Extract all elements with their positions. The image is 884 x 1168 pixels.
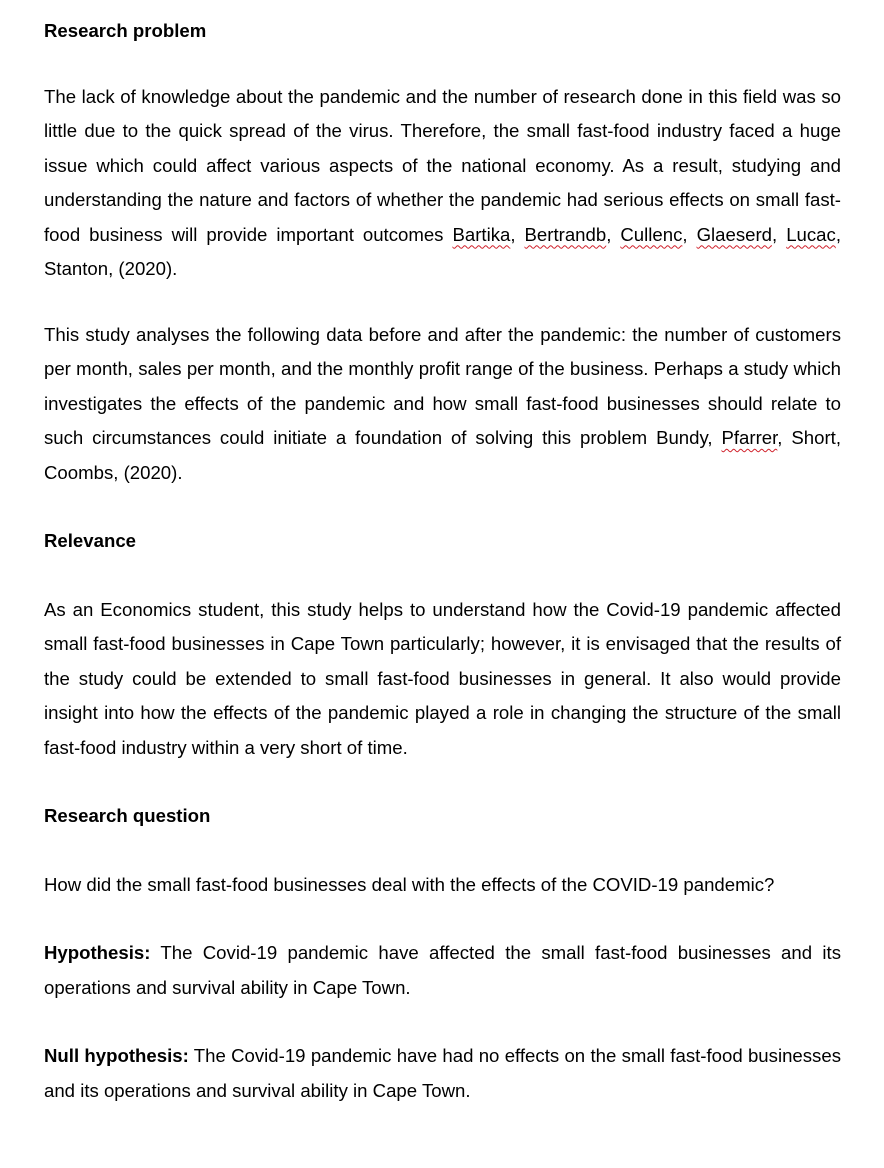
research-problem-paragraph-1 <box>44 80 841 287</box>
null-hypothesis-text: The Covid-19 pandemic have had no effects on the small fast-food businesses and its operations and survival ability in Cape Town. <box>44 1045 841 1101</box>
null-hypothesis-paragraph <box>44 1039 841 1108</box>
citation-author-misspelled[interactable]: Cullenc <box>620 223 683 245</box>
citation-separator: , <box>510 223 525 245</box>
citation-author-misspelled[interactable]: Pfarrer <box>721 427 778 448</box>
research-problem-paragraph-2 <box>44 318 841 491</box>
paragraph-text: This study analyses the following data before and after the pandemic: the number of customers per month, sales per month, and the monthly profit range of the business. Perhaps a study which investigates the effects of the pandemic and how small fast-food businesses should relate to such circumstances could initiate a foundation of solving this problem Bundy, <box>44 323 841 448</box>
null-hypothesis-label: Null hypothesis: <box>44 1045 189 1066</box>
citation-separator: , <box>606 223 621 245</box>
document-page <box>44 14 841 1108</box>
relevance-heading: Relevance <box>44 530 136 551</box>
citation-tail: , Stanton, (2020). <box>44 223 841 279</box>
research-question-text: How did the small fast-food businesses deal with the effects of the COVID-19 pandemic? <box>44 873 775 895</box>
citation-author-misspelled[interactable]: Bertrandb <box>524 223 607 245</box>
citation-author-misspelled[interactable]: Lucac <box>786 223 836 245</box>
citation-author-misspelled[interactable]: Glaeserd <box>696 223 773 245</box>
citation-tail: , Short, Coombs, (2020). <box>44 427 841 483</box>
citation-separator: , <box>772 223 787 245</box>
citation-author-misspelled[interactable]: Bartika <box>452 223 511 245</box>
hypothesis-paragraph <box>44 936 841 1005</box>
research-question-heading: Research question <box>44 805 211 826</box>
hypothesis-text: The Covid-19 pandemic have affected the small fast-food businesses and its operations and survival ability in Cape Town. <box>44 942 841 998</box>
relevance-paragraph: As an Economics student, this study helps to understand how the Covid-19 pandemic affected small fast-food businesses in Cape Town particularly; however, it is envisaged that the results of the study could be extended to small fast-food businesses in general. It also would provide insight into how the effects of the pandemic played a role in changing the structure of the small fast-food industry within a very short of time. <box>44 598 841 758</box>
citation-separator: , <box>682 223 697 245</box>
hypothesis-label: Hypothesis: <box>44 942 151 963</box>
paragraph-text: The lack of knowledge about the pandemic and the number of research done in this field was so little due to the quick spread of the virus. Therefore, the small fast-food industry faced a huge issue which could affect various aspects of the national economy. As a result, studying and understanding the nature and factors of whether the pandemic had serious effects on small fast-food business will provide important outcomes <box>44 85 841 245</box>
research-problem-heading: Research problem <box>44 20 207 41</box>
